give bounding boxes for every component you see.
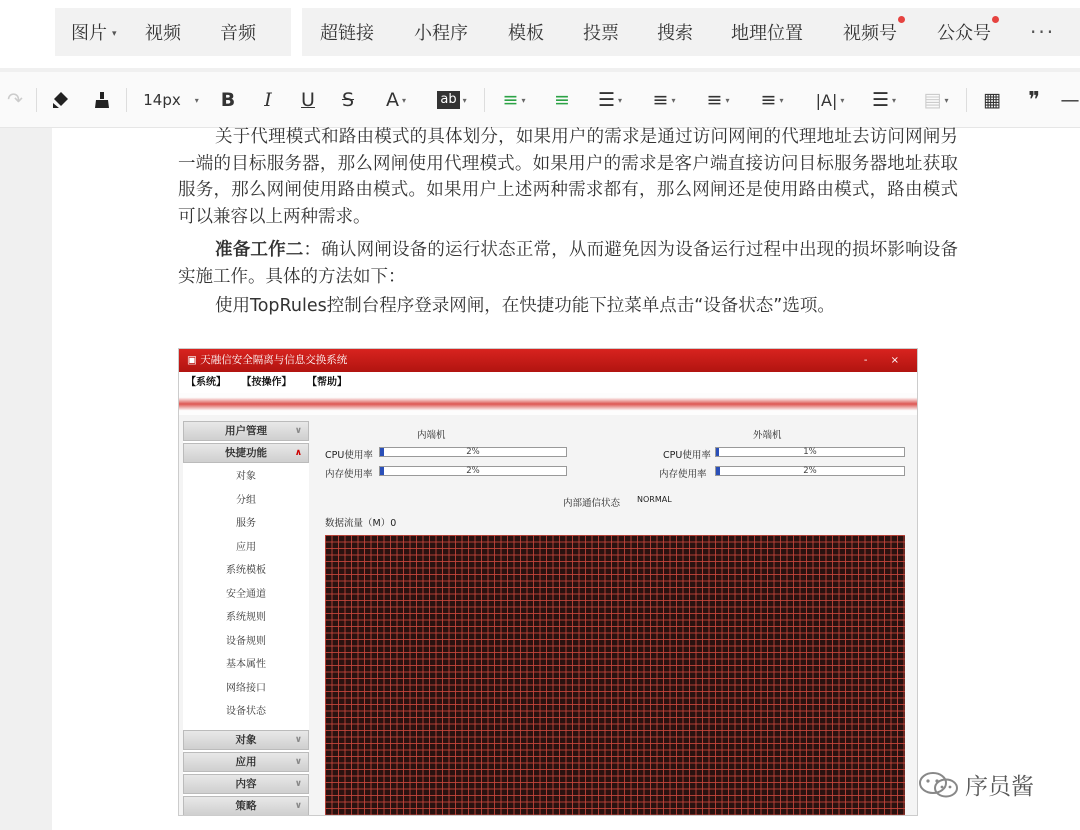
outer-cpu-bar <box>715 447 905 457</box>
chevron-down-icon: ▾ <box>618 95 623 105</box>
font-size-value: 14px <box>143 91 181 109</box>
menu-location[interactable]: 地理位置 <box>731 23 803 44</box>
app-menu-help: 【帮助】 <box>306 377 347 388</box>
format-painter-icon[interactable] <box>48 86 74 114</box>
chevron-down-icon: ∨ <box>294 426 302 436</box>
sidebar-item: 分组 <box>236 494 256 506</box>
paragraph-2[interactable] <box>178 237 958 290</box>
status-panel <box>319 421 909 816</box>
align-left-button[interactable] <box>494 86 534 114</box>
decorative-band <box>179 393 917 415</box>
inner-cpu-label: CPU使用率 <box>325 450 373 461</box>
sidebar-item: 系统规则 <box>226 612 266 623</box>
chevron-down-icon: ▾ <box>779 95 784 105</box>
redo-icon[interactable]: ↷ <box>7 89 23 111</box>
app-menu-operate: 【按操作】 <box>241 377 292 388</box>
app-icon: ▣ <box>187 354 201 366</box>
sidebar-header <box>183 774 309 794</box>
strikethrough-button[interactable]: S <box>341 89 355 111</box>
paragraph-1[interactable]: 关于代理模式和路由模式的具体划分，如果用户的需求是通过访问网闸的代理地址去访问网闸另一端的目标服务器，那么网闸使用代理模式。如果用户的需求是客户端直接访问目标服务器地址获取服务，那么网闸使用路由模式。如果用户上述两种需求都有，那么网闸还是使用路由模式，路由模式可以兼容以上两种需求。 <box>178 127 958 227</box>
bg-color-button[interactable] <box>430 86 474 114</box>
inner-machine-label: 内端机 <box>417 430 446 441</box>
letter-spacing-icon: |A| <box>815 90 838 110</box>
sidebar-header-label: 内容 <box>235 777 257 790</box>
embedded-screenshot[interactable] <box>178 348 918 816</box>
app-menubar <box>179 372 917 393</box>
line-spacing-icon: ≡ <box>652 89 669 111</box>
new-badge-dot <box>898 16 905 23</box>
menu-template[interactable]: 模板 <box>508 23 544 44</box>
menu-channels-label: 视频号 <box>843 23 897 44</box>
sidebar-item: 应用 <box>236 541 256 553</box>
indent-button[interactable]: ≡ <box>554 89 570 111</box>
menu-video[interactable]: 视频 <box>145 23 181 44</box>
underline-button[interactable]: U <box>301 89 315 111</box>
menu-search[interactable]: 搜索 <box>657 23 693 44</box>
table-icon[interactable]: ▦ <box>983 89 1001 111</box>
chevron-down-icon: ▾ <box>462 95 467 105</box>
inner-cpu-fill <box>380 448 384 456</box>
outer-cpu-label: CPU使用率 <box>663 450 711 461</box>
bg-color-icon: ab <box>437 91 459 109</box>
sidebar-item: 网络接口 <box>226 682 266 694</box>
new-badge-dot <box>992 16 999 23</box>
menu-vote[interactable]: 投票 <box>583 23 619 44</box>
sidebar-header <box>183 752 309 772</box>
outer-mem-value: 2% <box>803 466 817 476</box>
inner-mem-label: 内存使用率 <box>325 469 373 480</box>
font-color-icon: A <box>385 89 399 111</box>
menu-hyperlink[interactable]: 超链接 <box>320 23 374 44</box>
chevron-down-icon: ∨ <box>294 800 302 811</box>
paragraph-spacing-button[interactable] <box>590 86 630 114</box>
bold-button[interactable]: B <box>220 89 236 111</box>
divider <box>36 88 37 112</box>
menu-miniprogram[interactable]: 小程序 <box>414 23 468 44</box>
sidebar-item: 对象 <box>236 471 256 482</box>
paragraph-2-text: ：确认网闸设备的运行状态正常，从而避免因为设备运行过程中出现的损坏影响设备实施工作。具体的方法如下： <box>178 240 959 287</box>
sidebar-item: 设备规则 <box>226 635 266 647</box>
align-left-icon: ≡ <box>502 89 519 111</box>
quote-icon[interactable]: ❞ <box>1028 87 1040 113</box>
outer-cpu-value: 1% <box>803 447 817 457</box>
menu-audio[interactable]: 音频 <box>220 23 256 44</box>
inner-mem-value: 2% <box>466 466 480 476</box>
outer-cpu-fill <box>716 448 719 456</box>
align-button[interactable] <box>698 86 738 114</box>
divider <box>484 88 485 112</box>
outer-machine-label: 外端机 <box>753 430 782 441</box>
comm-status-label: 内部通信状态 <box>563 498 621 509</box>
sidebar-item: 系统模板 <box>226 565 266 576</box>
chevron-down-icon: ▾ <box>401 95 406 105</box>
chevron-down-icon: ∨ <box>294 734 302 745</box>
chevron-down-icon: ▾ <box>725 95 730 105</box>
sidebar-item: 安全通道 <box>226 588 266 600</box>
list-icon: ☰ <box>871 89 890 111</box>
watermark-text: 序员酱 <box>965 774 1034 800</box>
chevron-down-icon: ▾ <box>194 95 199 105</box>
chevron-down-icon: ▾ <box>944 95 949 105</box>
outer-mem-fill <box>716 467 720 475</box>
more-icon[interactable]: ··· <box>1030 20 1056 44</box>
sidebar-header <box>183 421 309 441</box>
divider <box>126 88 127 112</box>
sidebar-header <box>183 796 309 816</box>
chevron-up-icon: ∧ <box>294 448 302 458</box>
sidebar-header <box>183 730 309 750</box>
sidebar-header <box>183 443 309 463</box>
inner-cpu-bar <box>379 447 567 457</box>
comm-status-value: NORMAL <box>637 495 672 504</box>
line-spacing-button[interactable] <box>644 86 684 114</box>
insert-menu-bar <box>0 0 1080 68</box>
chevron-down-icon: ▾ <box>671 95 676 105</box>
sidebar-header-label: 应用 <box>235 755 257 768</box>
data-flow-label: 数据流量（M）0 <box>325 518 397 529</box>
sidebar-item: 设备状态 <box>226 706 266 717</box>
outer-mem-label: 内存使用率 <box>659 469 707 480</box>
inner-mem-fill <box>380 467 384 475</box>
font-size-select[interactable] <box>140 86 202 114</box>
chevron-down-icon: ▾ <box>892 95 897 105</box>
menu-channels[interactable] <box>843 19 897 45</box>
align-icon: ≡ <box>706 89 723 111</box>
clear-format-icon[interactable] <box>90 86 114 114</box>
indent-more-button[interactable] <box>752 86 792 114</box>
insert-group <box>302 8 1080 56</box>
horizontal-rule-icon[interactable]: — <box>1060 89 1080 111</box>
outer-mem-bar <box>715 466 905 476</box>
sidebar-item: 服务 <box>236 518 256 529</box>
app-title: 天融信安全隔离与信息交换系统 <box>200 354 348 366</box>
inner-cpu-value: 2% <box>466 447 480 457</box>
app-titlebar <box>179 349 917 372</box>
font-color-button[interactable] <box>376 86 416 114</box>
sidebar-header-label: 用户管理 <box>225 425 267 437</box>
chevron-down-icon: ▾ <box>840 95 845 105</box>
paragraph-spacing-icon: ☰ <box>597 89 616 111</box>
block-style-icon: ▤ <box>923 89 942 111</box>
menu-official-account-label: 公众号 <box>937 23 991 44</box>
watermark <box>917 768 1034 801</box>
chevron-down-icon: ▾ <box>112 29 117 39</box>
menu-official-account[interactable] <box>937 19 991 45</box>
app-menu-system: 【系统】 <box>186 377 226 388</box>
sidebar-header-label: 对象 <box>235 733 257 746</box>
paragraph-3[interactable]: 使用TopRules控制台程序登录网闸，在快捷功能下拉菜单点击“设备状态”选项。 <box>215 296 835 316</box>
media-group <box>55 8 291 56</box>
app-sidebar <box>183 421 309 816</box>
sidebar-header-label: 策略 <box>235 799 257 812</box>
sidebar-item: 基本属性 <box>226 659 266 670</box>
italic-button[interactable]: I <box>264 89 272 111</box>
wechat-icon <box>917 770 961 800</box>
window-controls: - × <box>863 355 909 366</box>
divider <box>966 88 967 112</box>
paragraph-2-bold: 准备工作二 <box>215 240 304 260</box>
letter-spacing-button[interactable] <box>808 86 852 114</box>
chevron-down-icon: ∨ <box>294 778 302 789</box>
format-toolbar <box>0 72 1080 128</box>
chevron-down-icon: ▾ <box>521 95 526 105</box>
sidebar-header-label: 快捷功能 <box>225 447 267 459</box>
menu-image[interactable] <box>71 19 117 45</box>
menu-image-label: 图片 <box>71 23 107 44</box>
block-style-button[interactable] <box>916 86 956 114</box>
indent-more-icon: ≡ <box>760 89 777 111</box>
traffic-grid <box>325 535 905 816</box>
inner-mem-bar <box>379 466 567 476</box>
chevron-down-icon: ∨ <box>294 756 302 767</box>
list-button[interactable] <box>864 86 904 114</box>
